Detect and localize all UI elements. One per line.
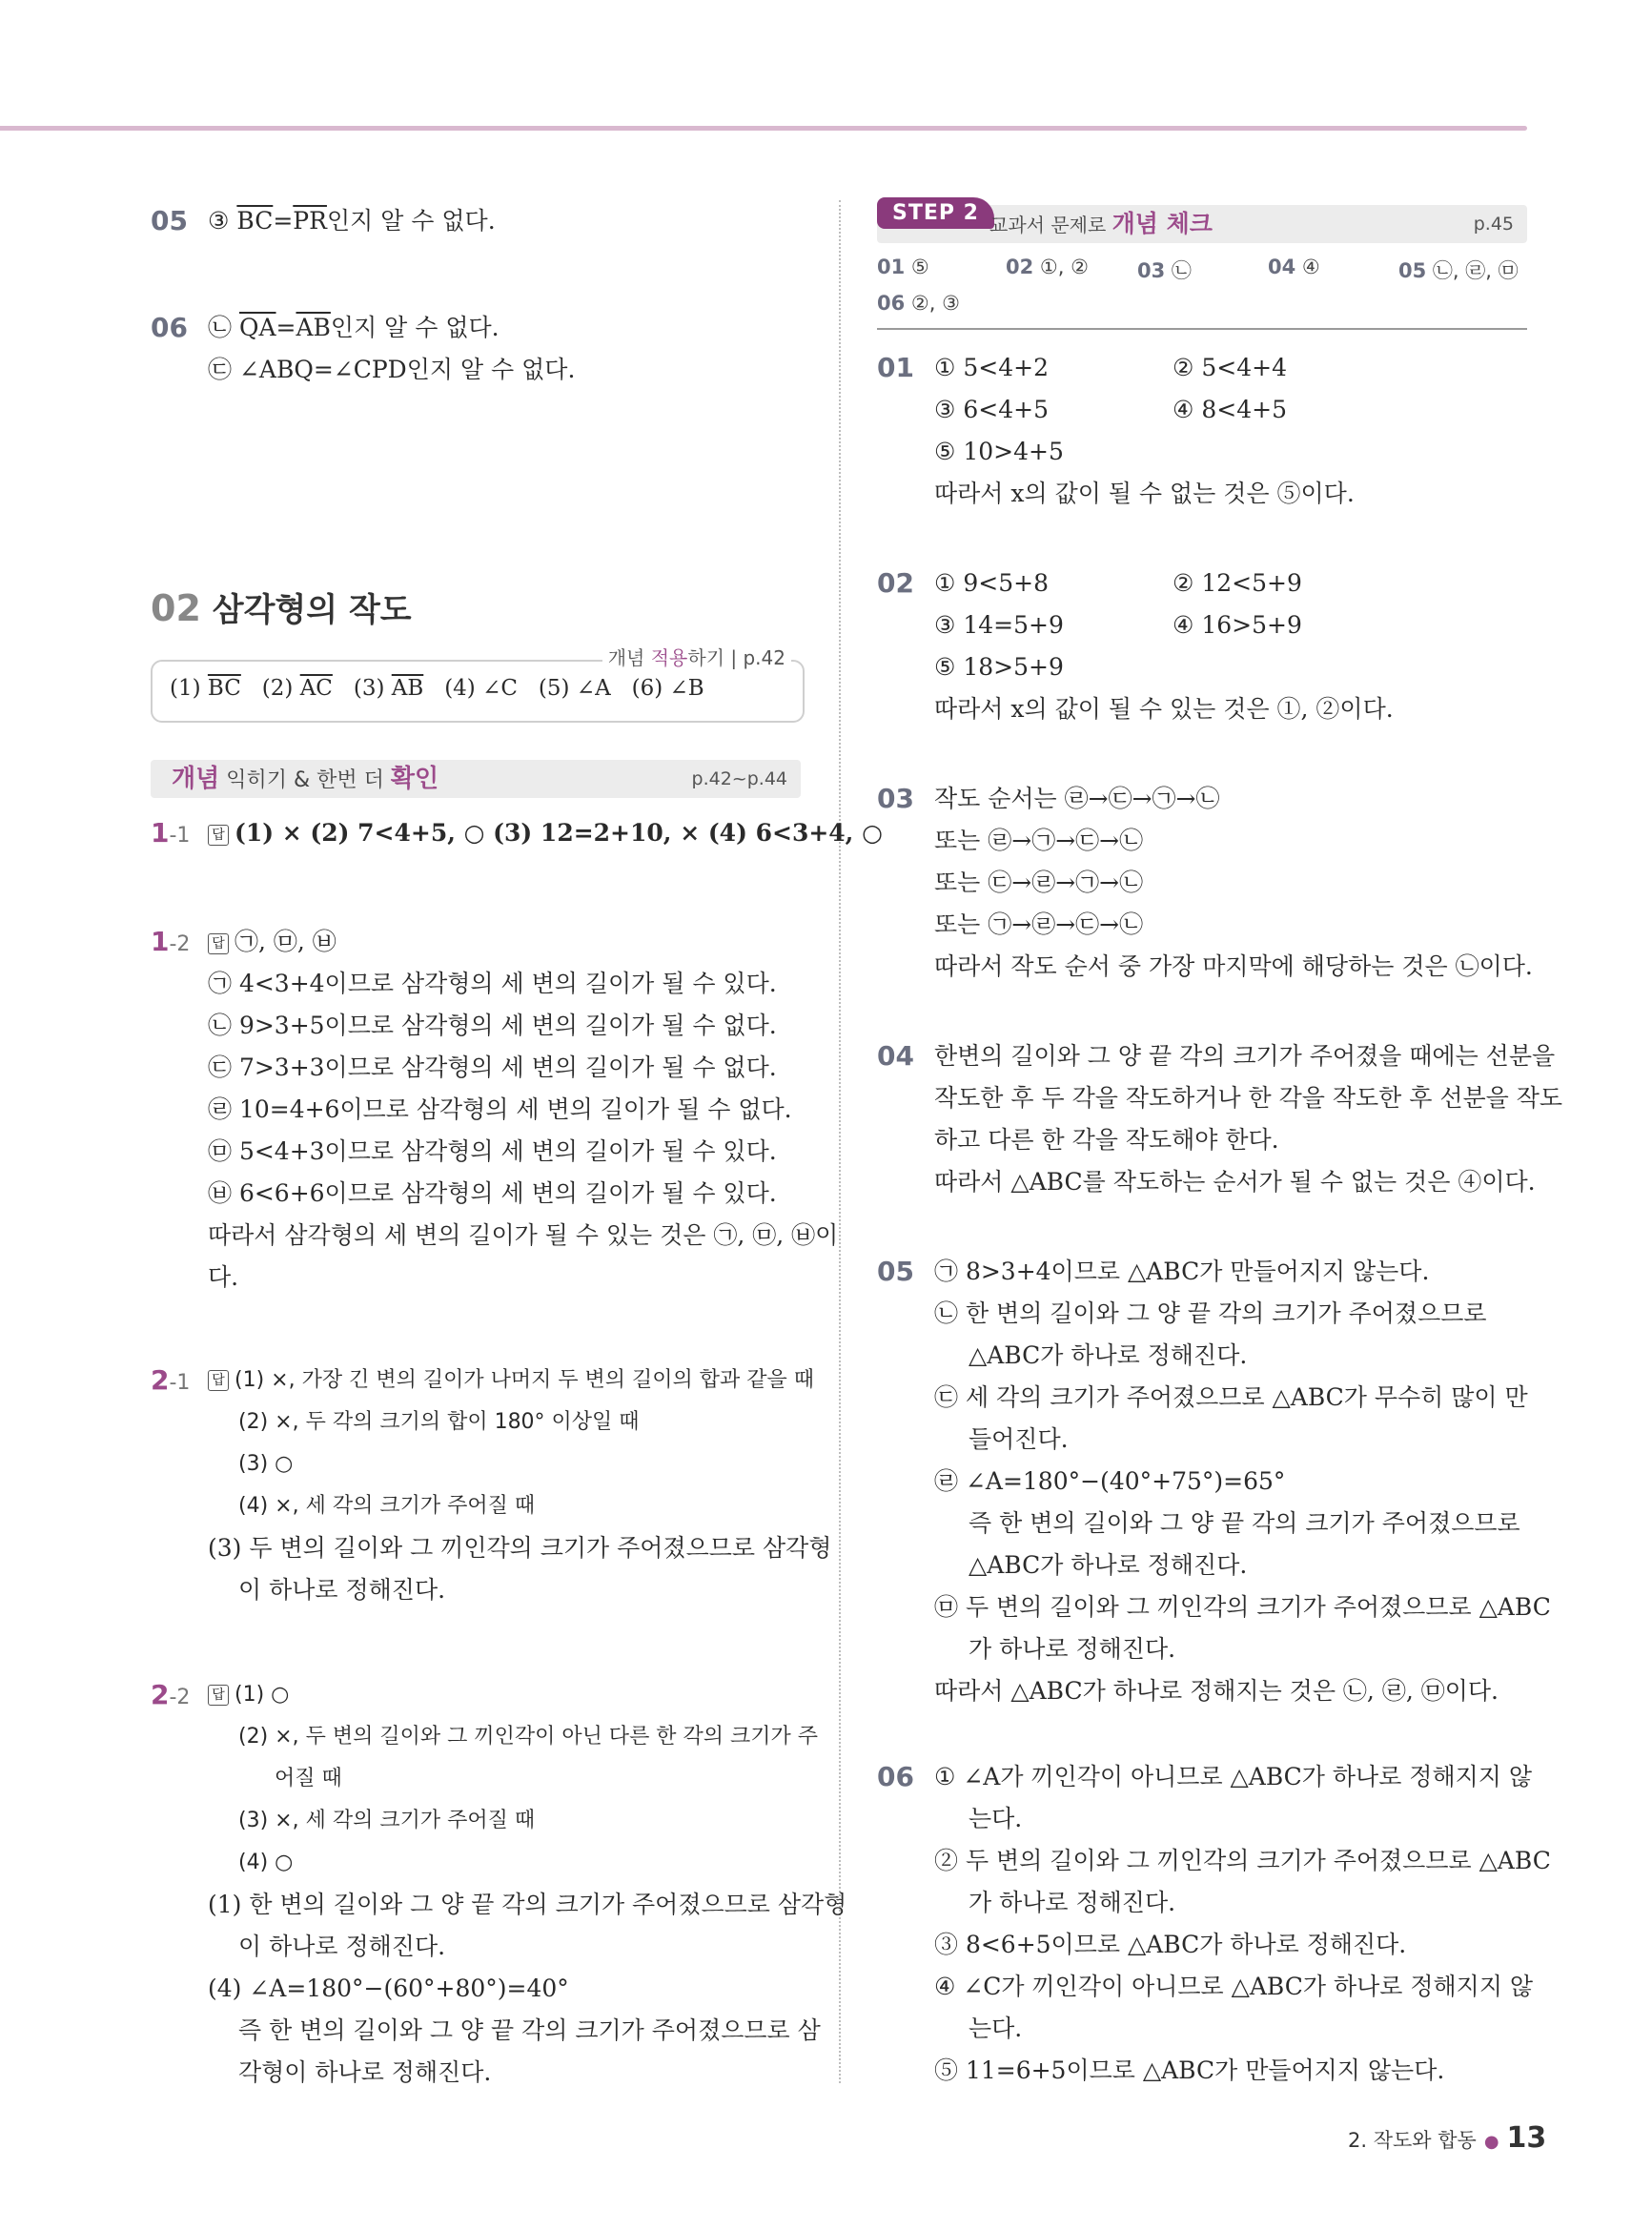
step2-header [877, 201, 1527, 243]
answer-line: ㉣ ∠A=180°−(40°+75°)=65° [934, 1467, 1286, 1495]
answer-line: 는다. [969, 1805, 1023, 1832]
answer-line: 작도 순서는 ㉣→㉢→㉠→㉡ [934, 785, 1220, 812]
answer-line: △ABC가 하나로 정해진다. [969, 1341, 1248, 1369]
explanation-line: (1) 한 변의 길이와 그 양 끝 각의 크기가 주어졌으므로 삼각형 [208, 1891, 847, 1918]
summary-rule [877, 328, 1527, 330]
answer-line: ㉤ 두 변의 길이와 그 끼인각의 크기가 주어졌으므로 △ABC [934, 1593, 1551, 1621]
explanation-line: 다. [208, 1263, 239, 1291]
answer-line: (3) ×, 세 각의 크기가 주어질 때 [238, 1809, 536, 1832]
summary-item: 02 ①, ② [1006, 256, 1089, 278]
answer-line: ⑤ 10>4+5 [934, 438, 1064, 465]
answer-number: 05 [877, 1256, 914, 1287]
answer-line: ③ 8<6+5이므로 △ABC가 하나로 정해진다. [934, 1931, 1407, 1958]
summary-item: 01 ⑤ [877, 256, 929, 278]
answer-summary [877, 256, 1527, 326]
problem-number: 1-1 [151, 817, 191, 849]
column-divider [839, 200, 841, 2083]
answer-line: 들어진다. [969, 1425, 1069, 1453]
answer-line: ③ 6<4+5 ④ 8<4+5 [934, 396, 1287, 423]
band-page: p.42~p.44 [691, 768, 787, 789]
explanation-line: 이 하나로 정해진다. [238, 1576, 446, 1604]
answer-line: ① 5<4+2 ② 5<4+4 [934, 354, 1287, 381]
answer-line: 또는 ㉠→㉣→㉢→㉡ [934, 910, 1144, 938]
answer-line: 또는 ㉢→㉣→㉠→㉡ [934, 869, 1144, 896]
answer-line: ⑤ 11=6+5이므로 △ABC가 만들어지지 않는다. [934, 2056, 1445, 2084]
answer-line: 하고 다른 한 각을 작도해야 한다. [934, 1126, 1279, 1154]
answer-line: ④ ∠C가 끼인각이 아니므로 △ABC가 하나로 정해지지 않 [934, 1973, 1534, 2000]
answer-mark-icon: 답 [208, 933, 229, 954]
page-number: 13 [1506, 2121, 1547, 2155]
summary-item: 04 ④ [1268, 256, 1320, 278]
explanation-line: 이 하나로 정해진다. [238, 1933, 446, 1960]
chapter-title: 2. 작도와 합동 [1348, 2129, 1477, 2152]
page-footer [1348, 2121, 1546, 2155]
answer-line: ① 9<5+8 ② 12<5+9 [934, 569, 1302, 597]
explanation-line: ㉡ 9>3+5이므로 삼각형의 세 변의 길이가 될 수 없다. [208, 1012, 777, 1039]
answer-line: ① ∠A가 끼인각이 아니므로 △ABC가 하나로 정해지지 않 [934, 1763, 1532, 1790]
problem-number: 1-2 [151, 926, 191, 957]
answer-line: (4) ×, 세 각의 크기가 주어질 때 [238, 1494, 536, 1518]
answer-line: ㉡ 한 변의 길이와 그 양 끝 각의 크기가 주어졌으므로 [934, 1299, 1487, 1327]
answer-line: ③ 14=5+9 ④ 16>5+9 [934, 611, 1302, 639]
answer-line: (4) ○ [238, 1851, 294, 1874]
conclusion-line: 따라서 작도 순서 중 가장 마지막에 해당하는 것은 ㉡이다. [934, 952, 1533, 980]
answer-line: 즉 한 변의 길이와 그 양 끝 각의 크기가 주어졌으므로 [969, 1509, 1520, 1537]
answer-number: 05 [151, 205, 188, 236]
answer-line: 작도한 후 두 각을 작도하거나 한 각을 작도한 후 선분을 작도 [934, 1084, 1563, 1112]
explanation-line: ㉠ 4<3+4이므로 삼각형의 세 변의 길이가 될 수 있다. [208, 970, 777, 997]
explanation-line: 각형이 하나로 정해진다. [238, 2058, 492, 2086]
answer-line: ③ $\overline{BC}=\overline{PR}$인지 알 수 없다. [208, 207, 496, 235]
explanation-line: 따라서 삼각형의 세 변의 길이가 될 수 있는 것은 ㉠, ㉤, ㉥이 [208, 1221, 839, 1249]
summary-item: 03 ㉡ [1137, 259, 1192, 282]
answer-number: 04 [877, 1040, 914, 1072]
section-title-text: 삼각형의 작도 [212, 591, 412, 629]
answer-line: ㉢ ∠ABQ=∠CPD인지 알 수 없다. [208, 356, 576, 383]
concept-answers: (1) $\overline{BC}$ (2) $\overline{AC}$ (3) $\overline{AB}$ (4) ∠C (5) ∠A (6) ∠B [170, 676, 704, 701]
answer-line: ㉠ 8>3+4이므로 △ABC가 만들어지지 않는다. [934, 1258, 1430, 1285]
answer-line: ⑤ 18>5+9 [934, 653, 1064, 681]
answer-number: 02 [877, 567, 914, 599]
concept-application-box [151, 646, 805, 723]
conclusion-line: 따라서 x의 값이 될 수 있는 것은 ①, ②이다. [934, 695, 1394, 723]
band-title: 개념 익히기 & 한번 더 확인 [172, 765, 439, 793]
section-title [151, 583, 412, 630]
explanation-line: ㉢ 7>3+3이므로 삼각형의 세 변의 길이가 될 수 없다. [208, 1054, 777, 1081]
answer-line: 가 하나로 정해진다. [969, 1635, 1176, 1663]
answer-line: ㉡ $\overline{QA}=\overline{AB}$인지 알 수 없다. [208, 314, 500, 341]
step-badge: STEP 2 [877, 197, 994, 229]
bullet-icon: ● [1483, 2132, 1499, 2152]
explanation-line: ㉥ 6<6+6이므로 삼각형의 세 변의 길이가 될 수 있다. [208, 1179, 777, 1207]
answer-line: (2) ×, 두 각의 크기의 합이 180° 이상일 때 [238, 1410, 640, 1434]
answer-line: ㉢ 세 각의 크기가 주어졌으므로 △ABC가 무수히 많이 만 [934, 1383, 1528, 1411]
answer-number: 06 [877, 1761, 914, 1792]
explanation-line: (4) ∠A=180°−(60°+80°)=40° [208, 1974, 569, 2002]
answer-number: 06 [151, 312, 188, 343]
answer-line: 또는 ㉣→㉠→㉢→㉡ [934, 827, 1144, 854]
explanation-line: ㉣ 10=4+6이므로 삼각형의 세 변의 길이가 될 수 없다. [208, 1095, 792, 1123]
answer-line: 답 (1) × (2) 7<4+5, ○ (3) 12=2+10, × (4) 6<3+4, ○ [208, 812, 801, 854]
answer-line: (2) ×, 두 변의 길이와 그 끼인각이 아닌 다른 한 각의 크기가 주 [238, 1725, 819, 1749]
explanation-line: (3) 두 변의 길이와 그 끼인각의 크기가 주어졌으므로 삼각형 [208, 1534, 832, 1562]
explanation-line: 즉 한 변의 길이와 그 양 끝 각의 크기가 주어졌으므로 삼 [238, 2016, 821, 2044]
answer-mark-icon: 답 [208, 1370, 229, 1391]
answer-line: (3) ○ [238, 1452, 294, 1476]
conclusion-line: 따라서 △ABC를 작도하는 순서가 될 수 없는 것은 ④이다. [934, 1168, 1536, 1196]
summary-item: 05 ㉡, ㉣, ㉤ [1398, 259, 1519, 282]
answer-number: 01 [877, 352, 914, 383]
answer-line: 는다. [969, 2015, 1023, 2042]
concept-tag: 개념 적용하기 | p.42 [602, 643, 791, 670]
summary-item: 06 ②, ③ [877, 292, 960, 315]
step-title: 교과서 문제로 개념 체크 [989, 210, 1213, 237]
answer-number: 03 [877, 783, 914, 814]
conclusion-line: 따라서 △ABC가 하나로 정해지는 것은 ㉡, ㉣, ㉤이다. [934, 1677, 1499, 1705]
answer-line: ② 두 변의 길이와 그 끼인각의 크기가 주어졌으므로 △ABC [934, 1847, 1551, 1874]
answer-line: 어질 때 [275, 1767, 342, 1790]
problem-number: 2-2 [151, 1679, 191, 1710]
section-number: 02 [151, 587, 201, 629]
step-page: p.45 [1473, 214, 1514, 235]
top-rule [0, 126, 1527, 131]
problem-number: 2-1 [151, 1364, 191, 1396]
explanation-line: ㉤ 5<4+3이므로 삼각형의 세 변의 길이가 될 수 있다. [208, 1137, 777, 1165]
answer-line: 한변의 길이와 그 양 끝 각의 크기가 주어졌을 때에는 선분을 [934, 1042, 1556, 1070]
answer-mark-icon: 답 [208, 825, 229, 846]
answer-line: 답 (1) ×, 가장 긴 변의 길이가 나머지 두 변의 길이의 합과 같을 때 [208, 1360, 801, 1401]
practice-band [151, 760, 801, 798]
answer-mark-icon: 답 [208, 1685, 229, 1706]
conclusion-line: 따라서 x의 값이 될 수 없는 것은 ⑤이다. [934, 480, 1355, 507]
answer-line: 답 (1) ○ [208, 1674, 801, 1716]
answer-line: 답 ㉠, ㉤, ㉥ [208, 921, 801, 963]
answer-line: 가 하나로 정해진다. [969, 1889, 1176, 1916]
answer-line: △ABC가 하나로 정해진다. [969, 1551, 1248, 1579]
